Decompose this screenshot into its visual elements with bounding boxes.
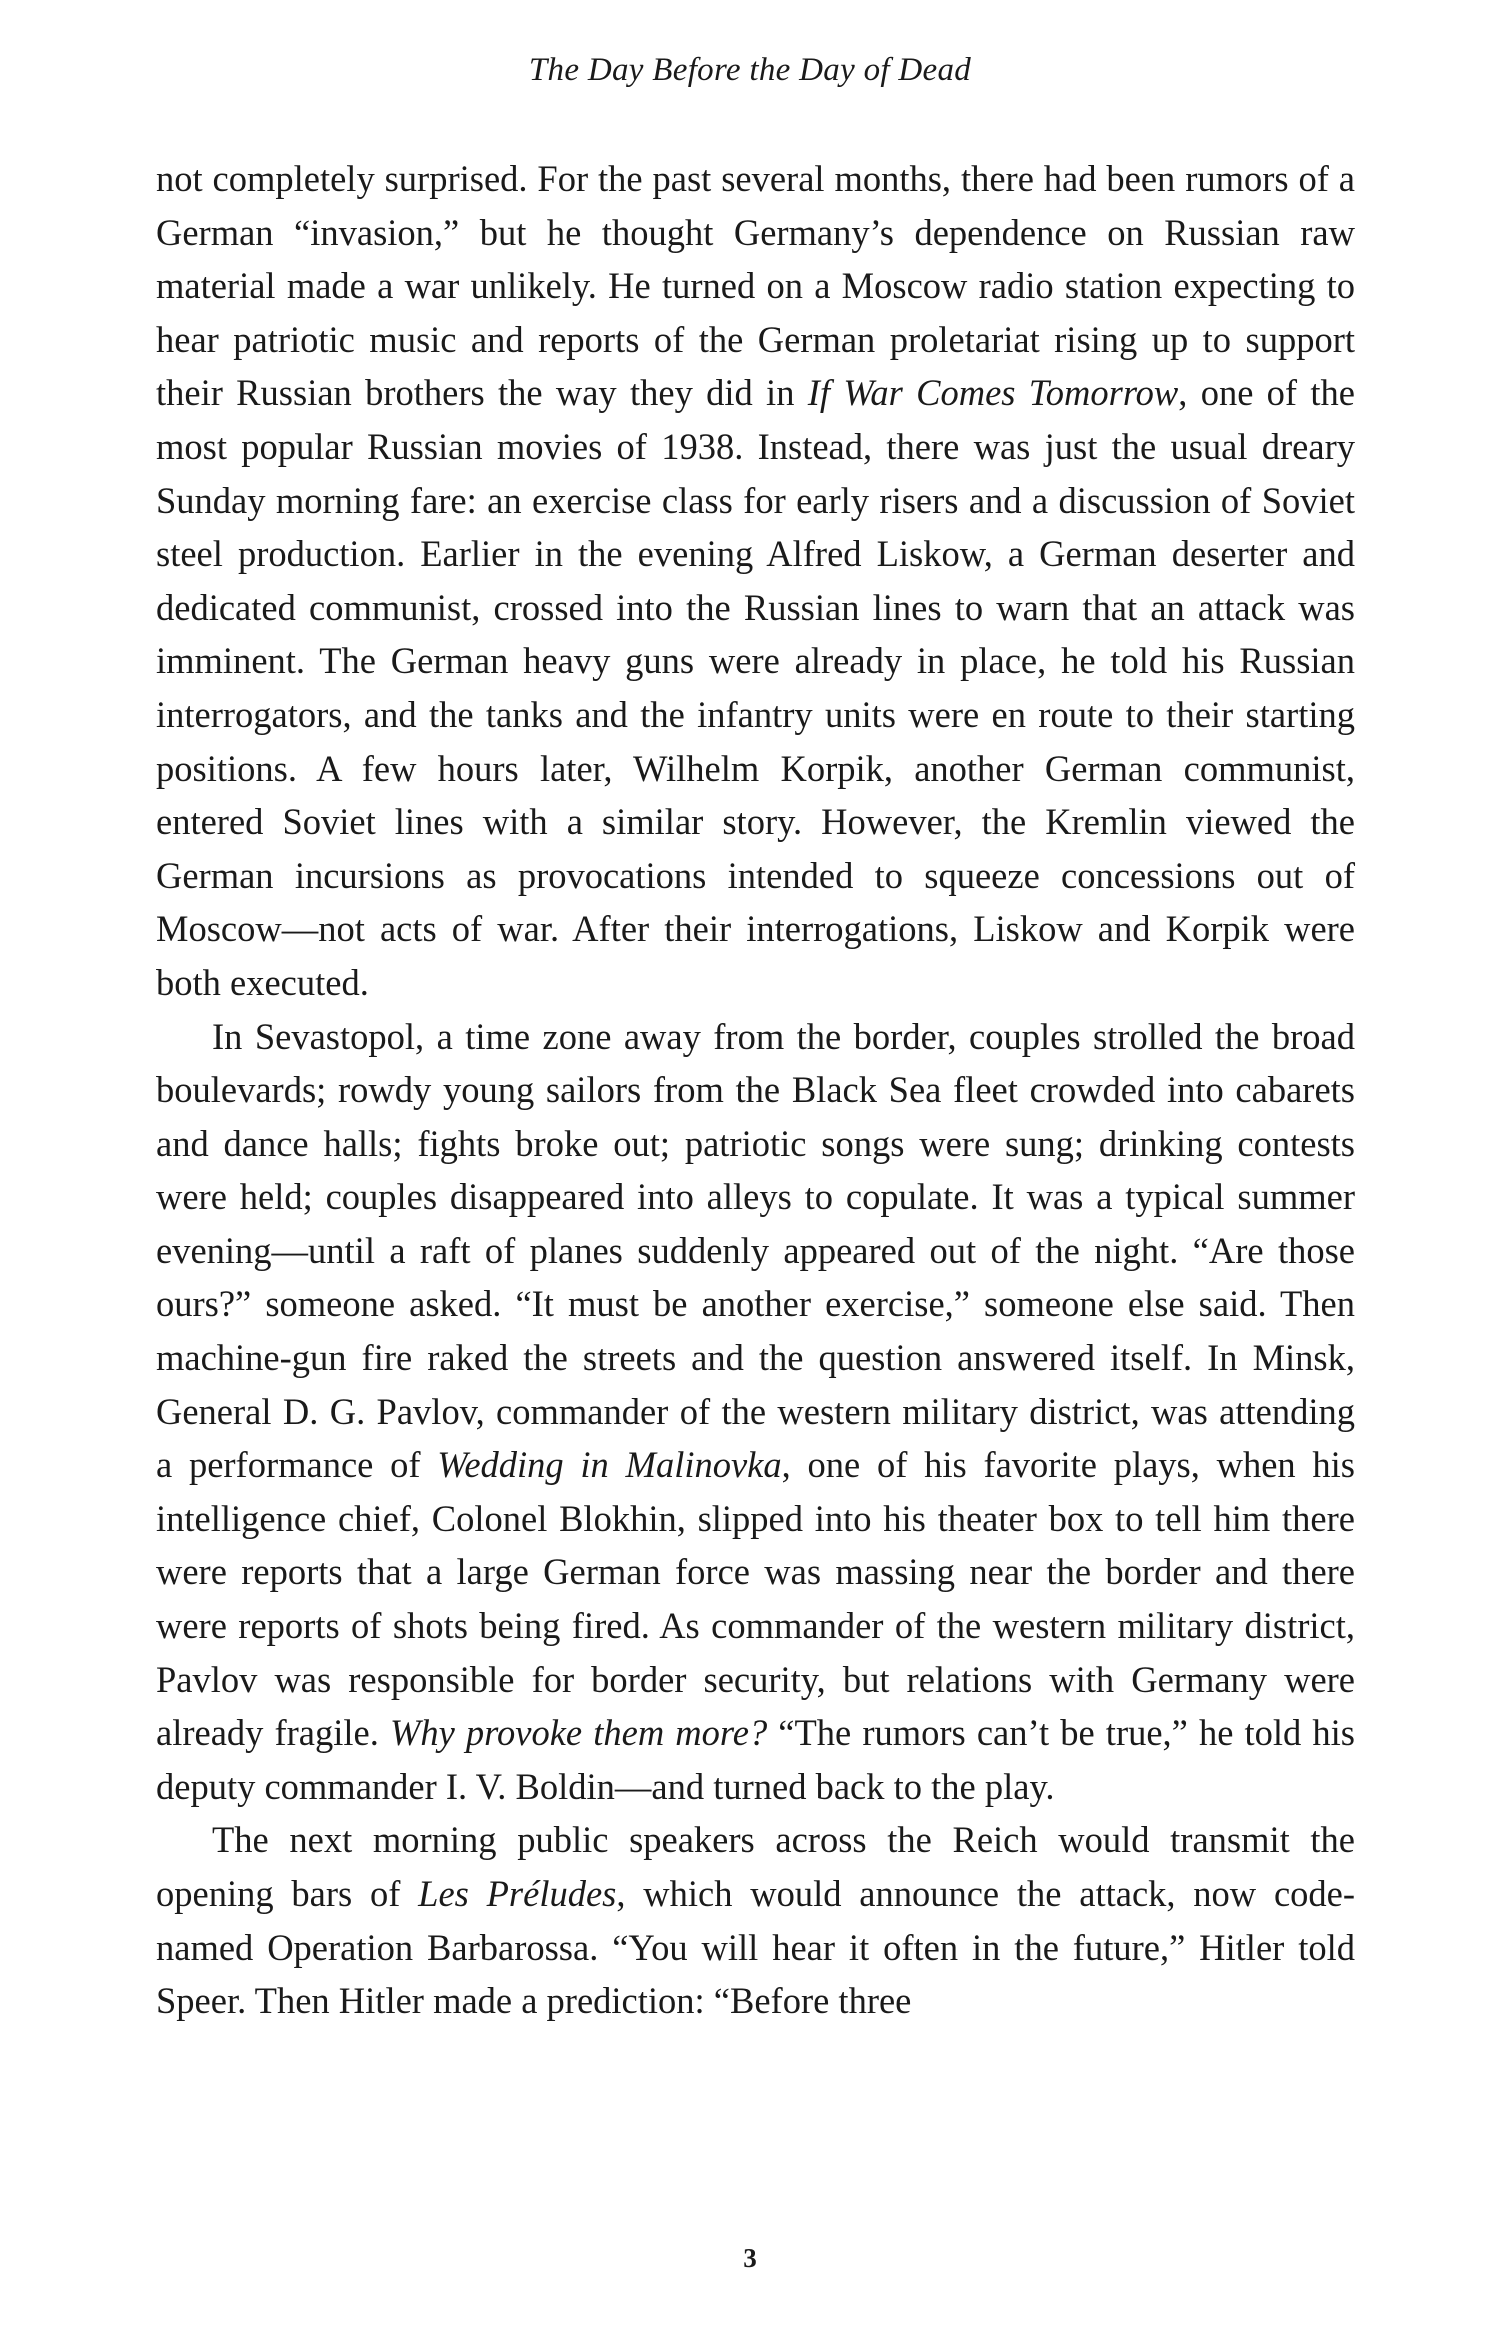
italic-thought: Why provoke them more? [389, 1712, 768, 1754]
text-segment: not completely surprised. For the past several months, there had been rumors of a German “invasion,” but he thought Germany’s dependence on Russian raw material made a war unlikely. He turned on a Moscow radio station expecting to hear patriotic music and reports of the German proletariat rising up to support their Russian brothers the way they did in [156, 158, 1355, 414]
music-title: Les Préludes [418, 1873, 617, 1914]
film-title: If War Comes Tomorrow [807, 372, 1179, 414]
paragraph-1 [156, 152, 1355, 1010]
text-segment: , one of his favorite plays, when his intelligence chief, Colonel Blokhin, slipped into his theater box to tell him there were reports that a large German force was massing near the border and there were reports of shots being fired. As commander of the western military district, Pavlov was responsible for border security, but relations with Germany were already fragile. [156, 1444, 1356, 1754]
text-segment: “The rumors can’t be true,” he told his deputy commander I. V. Boldin—and turned back to the play. [156, 1712, 1355, 1807]
text-segment: In Sevastopol, a time zone away from the border, couples strolled the broad boulevards; rowdy young sailors from the Black Sea fleet crowded into cabarets and dance halls; fights broke out; patriotic songs were sung; drinking contests were held; couples disappeared into alleys to copulate. It was a typical summer evening—until a raft of planes suddenly appeared out of the night. “Are those ours?” someone asked. “It must be another exercise,” someone else said. Then machine-gun fire raked the streets and the question answered itself. In Minsk, General D. G. Pavlov, commander of the western military district, was attending a performance of [156, 1015, 1355, 1486]
page-number: 3 [743, 2243, 757, 2273]
text-segment: , which would announce the attack, now code-named Operation Barbarossa. “You will hear it often in the future,” Hitler told Speer. Then Hitler made a prediction: “Before three [156, 1873, 1355, 2022]
text-segment: The next morning public speakers across the Reich would transmit the opening bars of [156, 1819, 1355, 1914]
body-text [156, 152, 1355, 2028]
paragraph-3 [156, 1813, 1355, 2027]
paragraph-2 [156, 1010, 1355, 1814]
text-segment: , one of the most popular Russian movies of 1938. Instead, there was just the usual dreary Sunday morning fare: an exercise class for early risers and a discussion of Soviet steel production. Earlier in the evening Alfred Liskow, a German deserter and dedicated communist, crossed into the Russian lines to warn that an attack was imminent. The German heavy guns were already in place, he told his Russian interrogators, and the tanks and the infantry units were en route to their starting positions. A few hours later, Wilhelm Korpik, another German communist, entered Soviet lines with a similar story. However, the Kremlin viewed the German incursions as provocations intended to squeeze concessions out of Moscow—not acts of war. After their interrogations, Liskow and Korpik were both executed. [156, 372, 1355, 1003]
play-title: Wedding in Malinovka [437, 1444, 782, 1486]
running-head: The Day Before the Day of Dead [528, 52, 972, 88]
